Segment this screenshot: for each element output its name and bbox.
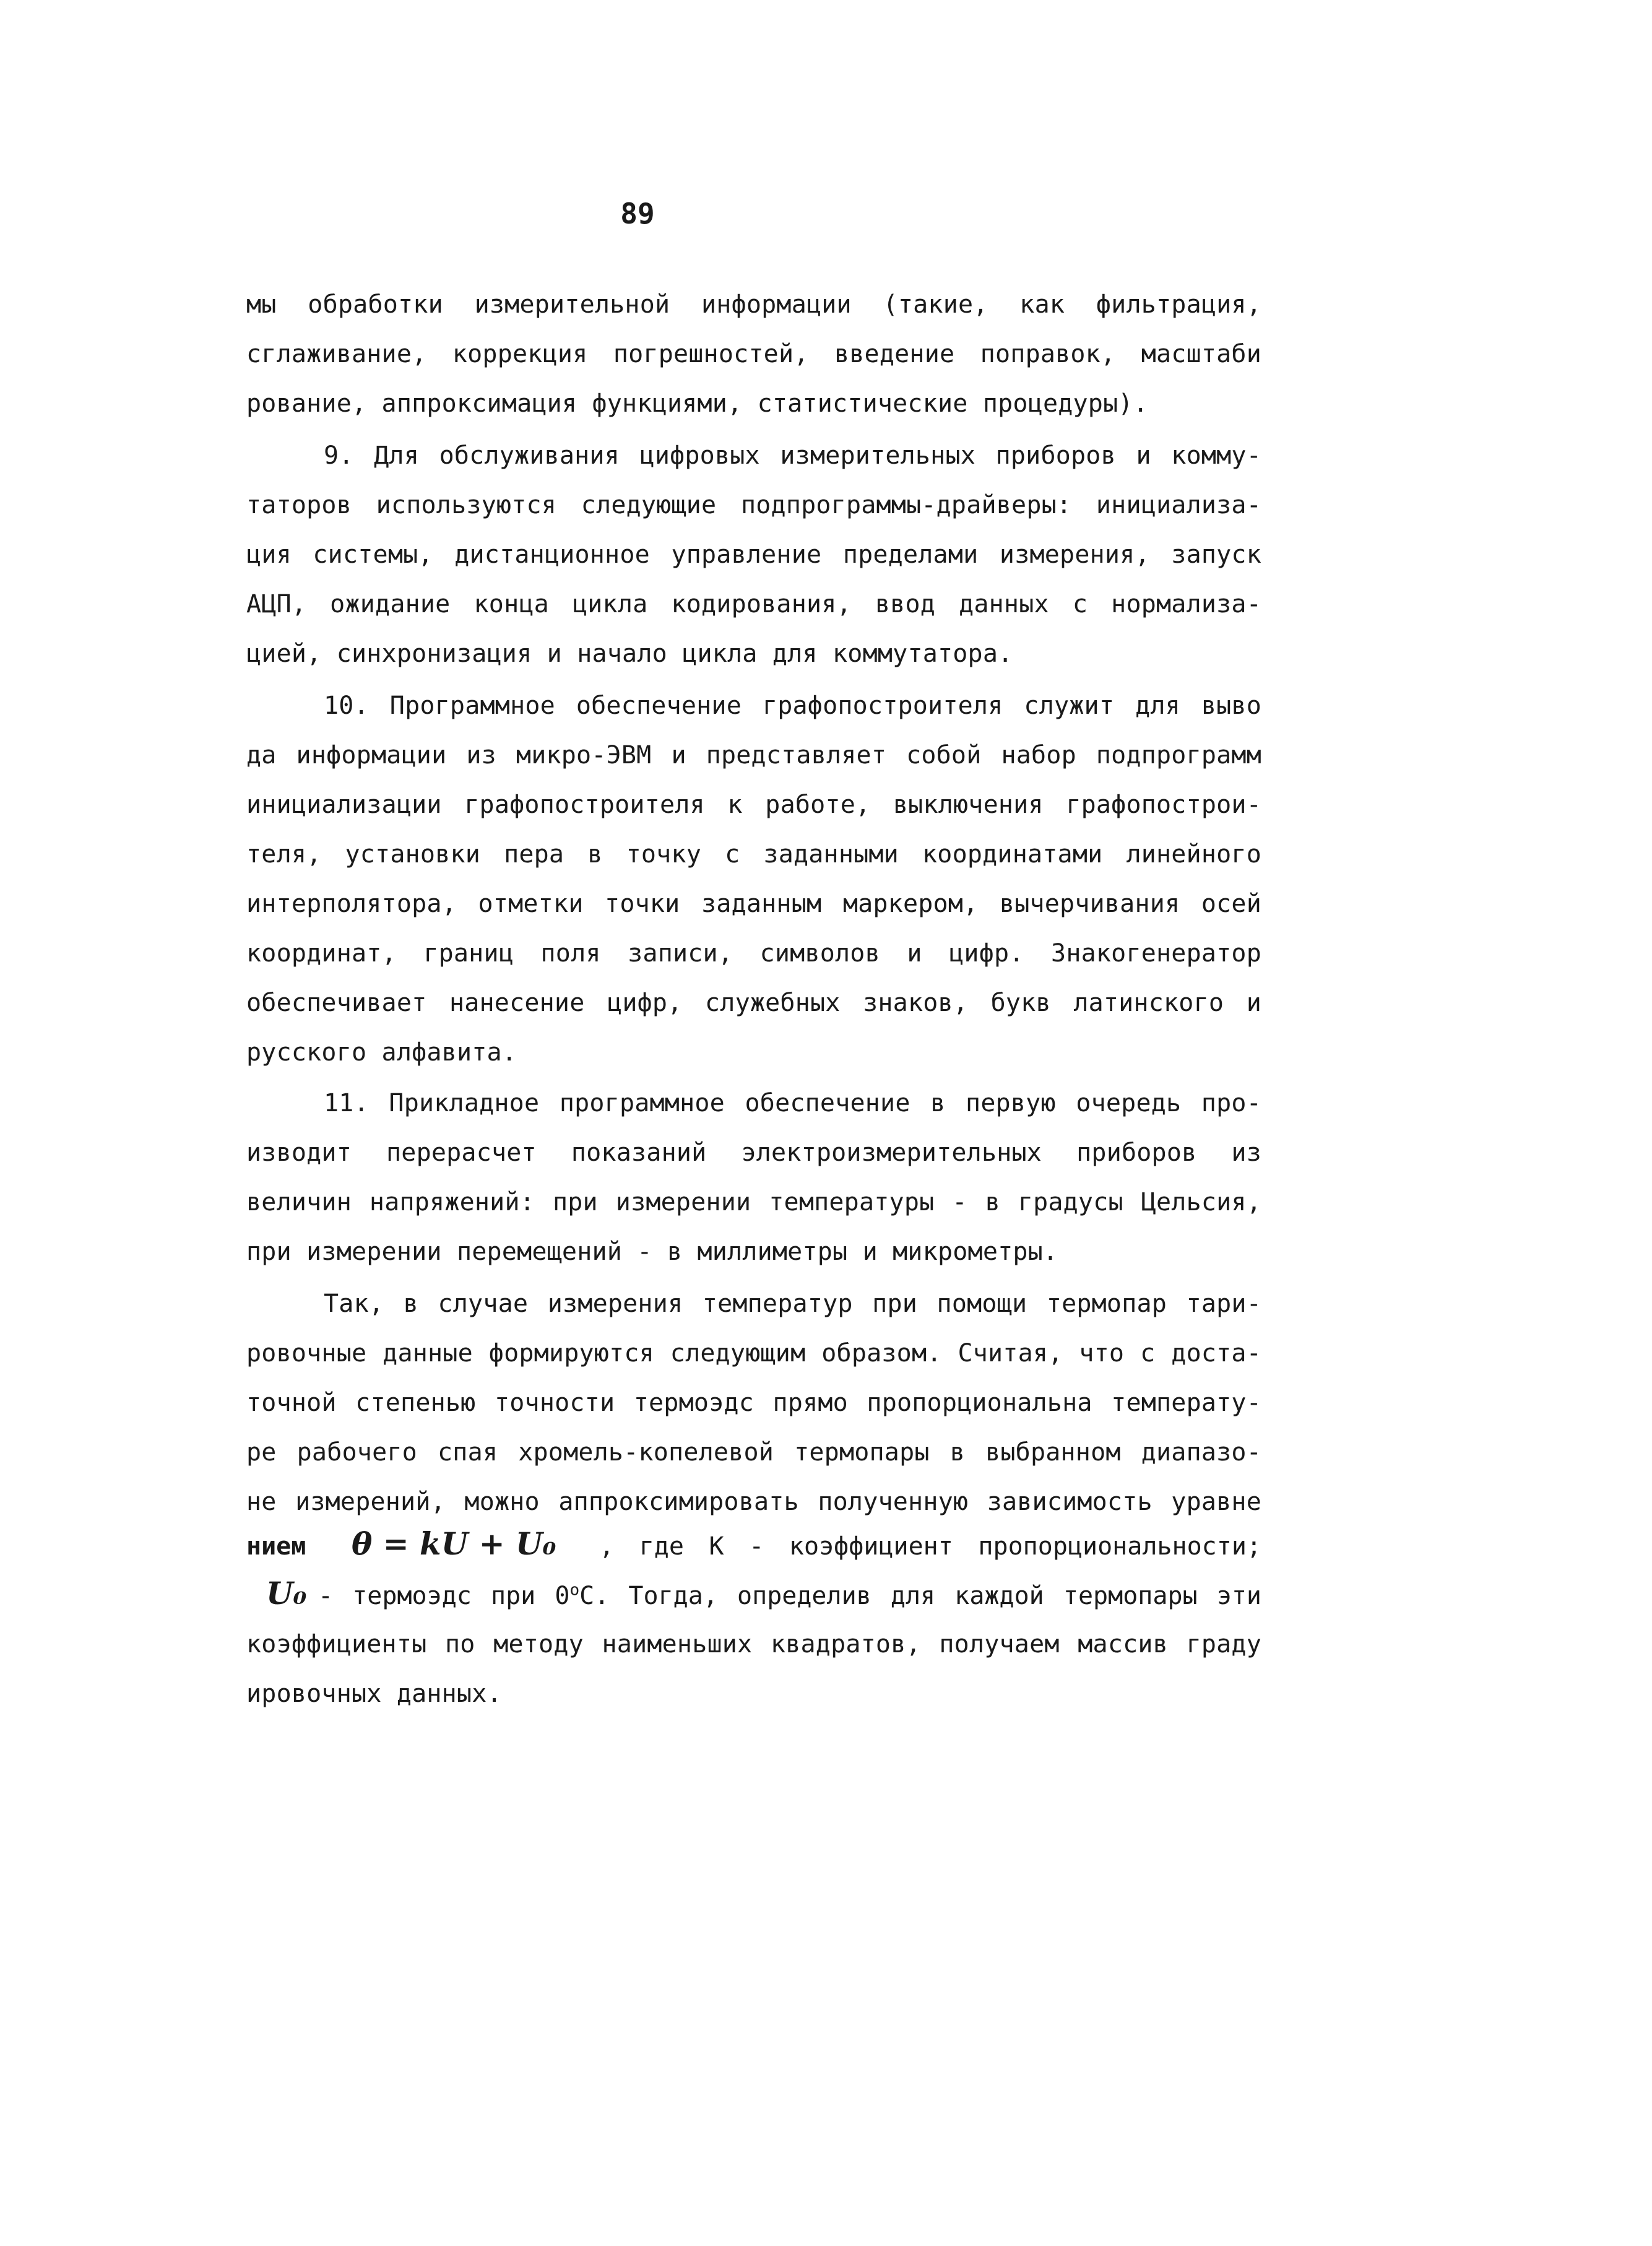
text-line: Так, в случае измерения температур при помощи термопар тари- [324,1290,1261,1318]
u0-definition-text [318,1576,1261,1616]
text-line: теля, установки пера в точку с заданными координатами линейного [246,840,1261,869]
u0-text-after: С. Тогда, определив для каждой термопары эти [579,1582,1261,1610]
text-line: 11. Прикладное программное обеспечение в первую очередь про- [324,1089,1261,1117]
formula-line [246,1527,1261,1566]
u0-definition-line [266,1576,1261,1616]
text-line: не измерений, можно аппроксимировать полученную зависимость уравне [246,1488,1261,1516]
formula: θ = kU + U₀ [352,1525,556,1562]
text-line: ция системы, дистанционное управление пределами измерения, запуск [246,540,1261,569]
text-line: да информации из микро-ЭВМ и представляет собой набор подпрограмм [246,741,1261,770]
text-line: русского алфавита. [246,1038,517,1067]
u0-text-before: - термоэдс при 0 [318,1582,570,1610]
u0-symbol: U₀ [266,1575,307,1611]
page-number: 89 [620,197,655,230]
text-line: 10. Программное обеспечение графопостроителя служит для выво [324,692,1261,720]
text-line: точной степенью точности термоэдс прямо пропорциональна температу- [246,1389,1261,1417]
text-line: координат, границ поля записи, символов и цифр. Знакогенератор [246,939,1261,968]
text-line: интерполятора, отметки точки заданным маркером, вычерчивания осей [246,890,1261,918]
degree-sign: о [569,1580,580,1600]
formula-lead-text: нием [246,1532,306,1561]
text-line: ровочные данные формируются следующим образом. Считая, что с доста- [246,1339,1261,1368]
formula-tail-text: , где K - коэффициент пропорциональности; [599,1532,1261,1561]
text-line: изводит перерасчет показаний электроизмерительных приборов из [246,1138,1261,1167]
text-line: мы обработки измерительной информации (такие, как фильтрация, [246,290,1261,319]
text-line: 9. Для обслуживания цифровых измерительных приборов и комму- [324,441,1261,470]
text-line: таторов используются следующие подпрограммы-драйверы: инициализа- [246,491,1261,519]
text-line: обеспечивает нанесение цифр, служебных знаков, букв латинского и [246,989,1261,1017]
text-line: рование, аппроксимация функциями, статистические процедуры). [246,389,1148,418]
text-line: коэффициенты по методу наименьших квадратов, получаем массив граду [246,1630,1261,1658]
text-line: инициализации графопостроителя к работе, выключения графопострои- [246,791,1261,819]
text-line: величин напряжений: при измерении температуры - в градусы Цельсия, [246,1188,1261,1216]
text-line: АЦП, ожидание конца цикла кодирования, ввод данных с нормализа- [246,590,1261,618]
text-line: при измерении перемещений - в миллиметры и микрометры. [246,1238,1058,1266]
text-line: ировочных данных. [246,1680,502,1708]
text-line: сглаживание, коррекция погрешностей, введение поправок, масштаби [246,340,1261,368]
text-line: ре рабочего спая хромель-копелевой термопары в выбранном диапазо- [246,1438,1261,1467]
text-line: цией, синхронизация и начало цикла для коммутатора. [246,640,1013,668]
